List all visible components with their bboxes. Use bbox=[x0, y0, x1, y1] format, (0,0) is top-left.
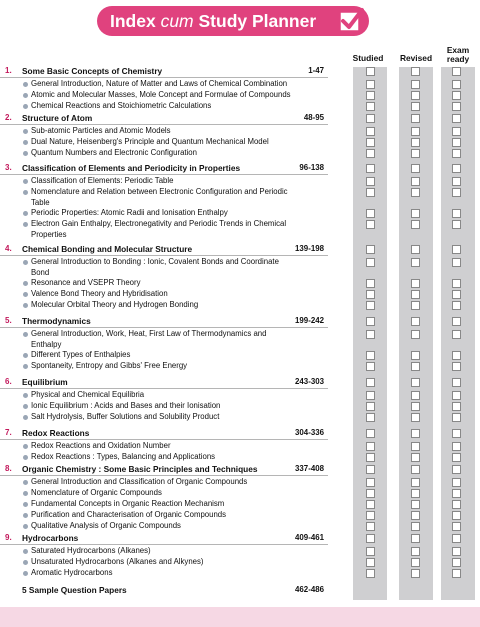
topic-item: Salt Hydrolysis, Buffer Solutions and Solubility Product bbox=[31, 412, 220, 421]
chapter-1-exam-ready-checkbox[interactable] bbox=[452, 67, 461, 76]
bullet-icon bbox=[23, 491, 28, 496]
chapter-4-topic-4-exam-ready-checkbox[interactable] bbox=[452, 301, 461, 310]
topic-item: Periodic Properties: Atomic Radii and Ionisation Enthalpy bbox=[31, 208, 228, 217]
topic-item: Spontaneity, Entropy and Gibbs' Free Energy bbox=[31, 361, 188, 370]
topic-item: Classification of Elements: Periodic Table bbox=[31, 176, 174, 185]
chapter-title: Structure of Atom bbox=[22, 113, 93, 123]
chapter-2-topic-2-exam-ready-checkbox[interactable] bbox=[452, 138, 461, 147]
bullet-icon bbox=[23, 129, 28, 134]
bullet-icon bbox=[23, 260, 28, 265]
chapter-9-topic-1-exam-ready-checkbox[interactable] bbox=[452, 547, 461, 556]
chapter-pages: 1-47 bbox=[308, 66, 324, 75]
chapter-3-topic-1-exam-ready-checkbox[interactable] bbox=[452, 177, 461, 186]
chapter-4-topic-2-revised-checkbox[interactable] bbox=[411, 279, 420, 288]
chapter-4-topic-4-revised-checkbox[interactable] bbox=[411, 301, 420, 310]
chapter-2-topic-1-revised-checkbox[interactable] bbox=[411, 127, 420, 136]
topic-item: Qualitative Analysis of Organic Compounds bbox=[31, 521, 181, 530]
chapter-8-exam-ready-checkbox[interactable] bbox=[452, 465, 461, 474]
chapter-7-topic-2-studied-checkbox[interactable] bbox=[366, 453, 375, 462]
topic-item: Physical and Chemical Equilibria bbox=[31, 390, 145, 399]
chapter-8-topic-4-studied-checkbox[interactable] bbox=[366, 511, 375, 520]
chapter-5-topic-1-revised-checkbox[interactable] bbox=[411, 330, 420, 339]
bullet-icon bbox=[23, 513, 28, 518]
topic-item: Purification and Characterisation of Organic Compounds bbox=[31, 510, 227, 519]
chapter-8-topic-2-exam-ready-checkbox[interactable] bbox=[452, 489, 461, 498]
chapter-9-topic-1-studied-checkbox[interactable] bbox=[366, 547, 375, 556]
chapter-pages: 337-408 bbox=[295, 464, 324, 473]
chapter-3-topic-1-revised-checkbox[interactable] bbox=[411, 177, 420, 186]
chapter-9-topic-3-studied-checkbox[interactable] bbox=[366, 569, 375, 578]
bullet-icon bbox=[23, 281, 28, 286]
chapter-7-topic-1-revised-checkbox[interactable] bbox=[411, 442, 420, 451]
chapter-1-topic-1-studied-checkbox[interactable] bbox=[366, 80, 375, 89]
chapter-divider bbox=[0, 327, 328, 328]
topic-item: Saturated Hydrocarbons (Alkanes) bbox=[31, 546, 151, 555]
topic-item: Sub-atomic Particles and Atomic Models bbox=[31, 126, 171, 135]
chapter-4-topic-3-studied-checkbox[interactable] bbox=[366, 290, 375, 299]
topic-item: General Introduction, Work, Heat, First Law of Thermodynamics and Enthalpy bbox=[31, 329, 267, 349]
chapter-divider bbox=[0, 544, 328, 545]
chapter-2-topic-3-studied-checkbox[interactable] bbox=[366, 149, 375, 158]
chapter-number: 1. bbox=[5, 66, 12, 75]
chapter-3-revised-checkbox[interactable] bbox=[411, 164, 420, 173]
chapter-6-studied-checkbox[interactable] bbox=[366, 378, 375, 387]
topic-item: Ionic Equilibrium : Acids and Bases and their Ionisation bbox=[31, 401, 221, 410]
chapter-pages: 139-198 bbox=[295, 244, 324, 253]
bullet-icon bbox=[23, 549, 28, 554]
chapter-divider bbox=[0, 439, 328, 440]
chapter-number: 5. bbox=[5, 316, 12, 325]
topic-item: Unsaturated Hydrocarbons (Alkanes and Alkynes) bbox=[31, 557, 204, 566]
chapter-3-topic-3-exam-ready-checkbox[interactable] bbox=[452, 209, 461, 218]
chapter-5-topic-2-studied-checkbox[interactable] bbox=[366, 351, 375, 360]
chapter-5-topic-2-revised-checkbox[interactable] bbox=[411, 351, 420, 360]
chapter-9-topic-3-exam-ready-checkbox[interactable] bbox=[452, 569, 461, 578]
chapter-6-exam-ready-checkbox[interactable] bbox=[452, 378, 461, 387]
chapter-8-topic-3-studied-checkbox[interactable] bbox=[366, 500, 375, 509]
chapter-9-topic-1-revised-checkbox[interactable] bbox=[411, 547, 420, 556]
chapter-6-topic-3-exam-ready-checkbox[interactable] bbox=[452, 413, 461, 422]
chapter-number: 4. bbox=[5, 244, 12, 253]
bullet-icon bbox=[23, 415, 28, 420]
chapter-6-topic-3-studied-checkbox[interactable] bbox=[366, 413, 375, 422]
chapter-1-studied-checkbox[interactable] bbox=[366, 67, 375, 76]
topic-item: Chemical Reactions and Stoichiometric Calculations bbox=[31, 101, 212, 110]
topic-item: Atomic and Molecular Masses, Mole Concept and Formulae of Compounds bbox=[31, 90, 291, 99]
chapter-7-topic-2-revised-checkbox[interactable] bbox=[411, 453, 420, 462]
chapter-title: Hydrocarbons bbox=[22, 533, 79, 543]
chapter-divider bbox=[0, 77, 328, 78]
chapter-2-topic-2-studied-checkbox[interactable] bbox=[366, 138, 375, 147]
chapter-3-topic-4-studied-checkbox[interactable] bbox=[366, 220, 375, 229]
topic-item: Quantum Numbers and Electronic Configuration bbox=[31, 148, 197, 157]
topic-item: Fundamental Concepts in Organic Reaction Mechanism bbox=[31, 499, 225, 508]
chapter-pages: 409-461 bbox=[295, 533, 324, 542]
sample-papers-title: 5 Sample Question Papers bbox=[22, 585, 127, 595]
chapter-pages: 304-336 bbox=[295, 428, 324, 437]
chapter-5-topic-3-studied-checkbox[interactable] bbox=[366, 362, 375, 371]
column-header-exam-ready: Exam ready bbox=[446, 45, 470, 64]
chapter-6-topic-2-revised-checkbox[interactable] bbox=[411, 402, 420, 411]
chapter-number: 2. bbox=[5, 113, 12, 122]
bullet-icon bbox=[23, 571, 28, 576]
chapter-9-studied-checkbox[interactable] bbox=[366, 534, 375, 543]
chapter-1-revised-checkbox[interactable] bbox=[411, 67, 420, 76]
chapter-7-topic-2-exam-ready-checkbox[interactable] bbox=[452, 453, 461, 462]
chapter-6-revised-checkbox[interactable] bbox=[411, 378, 420, 387]
chapter-pages: 243-303 bbox=[295, 377, 324, 386]
bullet-icon bbox=[23, 82, 28, 87]
chapter-1-topic-3-exam-ready-checkbox[interactable] bbox=[452, 102, 461, 111]
chapter-3-topic-2-exam-ready-checkbox[interactable] bbox=[452, 188, 461, 197]
page-title: Index cum Study Planner bbox=[110, 11, 317, 31]
chapter-1-topic-2-studied-checkbox[interactable] bbox=[366, 91, 375, 100]
chapter-pages: 199-242 bbox=[295, 316, 324, 325]
chapter-6-topic-3-revised-checkbox[interactable] bbox=[411, 413, 420, 422]
chapter-1-topic-3-revised-checkbox[interactable] bbox=[411, 102, 420, 111]
topic-item: Different Types of Enthalpies bbox=[31, 350, 131, 359]
chapter-9-topic-2-studied-checkbox[interactable] bbox=[366, 558, 375, 567]
bullet-icon bbox=[23, 353, 28, 358]
chapter-7-topic-1-exam-ready-checkbox[interactable] bbox=[452, 442, 461, 451]
chapter-8-topic-4-exam-ready-checkbox[interactable] bbox=[452, 511, 461, 520]
chapter-8-topic-2-studied-checkbox[interactable] bbox=[366, 489, 375, 498]
chapter-4-topic-1-studied-checkbox[interactable] bbox=[366, 258, 375, 267]
chapter-6-topic-2-exam-ready-checkbox[interactable] bbox=[452, 402, 461, 411]
chapter-2-studied-checkbox[interactable] bbox=[366, 114, 375, 123]
topic-item: Resonance and VSEPR Theory bbox=[31, 278, 141, 287]
bullet-icon bbox=[23, 104, 28, 109]
chapter-8-revised-checkbox[interactable] bbox=[411, 465, 420, 474]
chapter-9-topic-3-revised-checkbox[interactable] bbox=[411, 569, 420, 578]
sample-papers-pages: 462-486 bbox=[295, 585, 324, 594]
chapter-number: 6. bbox=[5, 377, 12, 386]
chapter-2-topic-2-revised-checkbox[interactable] bbox=[411, 138, 420, 147]
chapter-4-revised-checkbox[interactable] bbox=[411, 245, 420, 254]
chapter-4-topic-3-exam-ready-checkbox[interactable] bbox=[452, 290, 461, 299]
chapter-8-topic-1-exam-ready-checkbox[interactable] bbox=[452, 478, 461, 487]
bullet-icon bbox=[23, 303, 28, 308]
bullet-icon bbox=[23, 404, 28, 409]
chapter-7-revised-checkbox[interactable] bbox=[411, 429, 420, 438]
chapter-4-topic-1-revised-checkbox[interactable] bbox=[411, 258, 420, 267]
chapter-9-revised-checkbox[interactable] bbox=[411, 534, 420, 543]
chapter-title: Classification of Elements and Periodicity in Properties bbox=[22, 163, 241, 173]
topic-item: Aromatic Hydrocarbons bbox=[31, 568, 113, 577]
chapter-4-topic-4-studied-checkbox[interactable] bbox=[366, 301, 375, 310]
chapter-2-revised-checkbox[interactable] bbox=[411, 114, 420, 123]
chapter-5-topic-2-exam-ready-checkbox[interactable] bbox=[452, 351, 461, 360]
bullet-icon bbox=[23, 179, 28, 184]
bullet-icon bbox=[23, 332, 28, 337]
topic-item: Dual Nature, Heisenberg's Principle and Quantum Mechanical Model bbox=[31, 137, 269, 146]
chapter-title: Chemical Bonding and Molecular Structure bbox=[22, 244, 193, 254]
chapter-8-topic-4-revised-checkbox[interactable] bbox=[411, 511, 420, 520]
column-header-revised: Revised bbox=[399, 53, 433, 63]
chapter-4-topic-1-exam-ready-checkbox[interactable] bbox=[452, 258, 461, 267]
bullet-icon bbox=[23, 455, 28, 460]
chapter-7-studied-checkbox[interactable] bbox=[366, 429, 375, 438]
bullet-icon bbox=[23, 364, 28, 369]
chapter-3-exam-ready-checkbox[interactable] bbox=[452, 164, 461, 173]
chapter-pages: 48-95 bbox=[303, 113, 324, 122]
topic-item: Nomenclature of Organic Compounds bbox=[31, 488, 162, 497]
chapter-8-topic-2-revised-checkbox[interactable] bbox=[411, 489, 420, 498]
chapter-title: Thermodynamics bbox=[22, 316, 91, 326]
chapter-4-topic-2-exam-ready-checkbox[interactable] bbox=[452, 279, 461, 288]
chapter-7-topic-1-studied-checkbox[interactable] bbox=[366, 442, 375, 451]
chapter-3-topic-4-exam-ready-checkbox[interactable] bbox=[452, 220, 461, 229]
bullet-icon bbox=[23, 444, 28, 449]
chapter-1-topic-3-studied-checkbox[interactable] bbox=[366, 102, 375, 111]
chapter-3-topic-3-studied-checkbox[interactable] bbox=[366, 209, 375, 218]
column-header-studied: Studied bbox=[352, 53, 384, 63]
chapter-8-topic-1-revised-checkbox[interactable] bbox=[411, 478, 420, 487]
chapter-9-topic-2-revised-checkbox[interactable] bbox=[411, 558, 420, 567]
chapter-4-topic-3-revised-checkbox[interactable] bbox=[411, 290, 420, 299]
chapter-3-studied-checkbox[interactable] bbox=[366, 164, 375, 173]
chapter-number: 7. bbox=[5, 428, 12, 437]
chapter-7-exam-ready-checkbox[interactable] bbox=[452, 429, 461, 438]
chapter-8-topic-3-exam-ready-checkbox[interactable] bbox=[452, 500, 461, 509]
topic-item: Electron Gain Enthalpy, Electronegativity and Periodic Trends in Chemical Properties bbox=[31, 219, 287, 239]
chapter-2-topic-1-exam-ready-checkbox[interactable] bbox=[452, 127, 461, 136]
bullet-icon bbox=[23, 480, 28, 485]
chapter-2-topic-3-revised-checkbox[interactable] bbox=[411, 149, 420, 158]
topic-item: General Introduction to Bonding : Ionic, Covalent Bonds and Coordinate Bond bbox=[31, 257, 279, 277]
chapter-1-topic-2-exam-ready-checkbox[interactable] bbox=[452, 91, 461, 100]
topic-item: General Introduction and Classification of Organic Compounds bbox=[31, 477, 248, 486]
chapter-title: Equilibrium bbox=[22, 377, 68, 387]
checkbox-tick-icon bbox=[338, 7, 364, 33]
bullet-icon bbox=[23, 190, 28, 195]
chapter-divider bbox=[0, 124, 328, 125]
bullet-icon bbox=[23, 140, 28, 145]
chapter-1-topic-2-revised-checkbox[interactable] bbox=[411, 91, 420, 100]
chapter-8-topic-3-revised-checkbox[interactable] bbox=[411, 500, 420, 509]
chapter-divider bbox=[0, 174, 328, 175]
chapter-1-topic-1-exam-ready-checkbox[interactable] bbox=[452, 80, 461, 89]
chapter-5-topic-1-exam-ready-checkbox[interactable] bbox=[452, 330, 461, 339]
chapter-8-topic-1-studied-checkbox[interactable] bbox=[366, 478, 375, 487]
chapter-3-topic-3-revised-checkbox[interactable] bbox=[411, 209, 420, 218]
chapter-9-topic-2-exam-ready-checkbox[interactable] bbox=[452, 558, 461, 567]
chapter-6-topic-1-studied-checkbox[interactable] bbox=[366, 391, 375, 400]
topic-item: Valence Bond Theory and Hybridisation bbox=[31, 289, 168, 298]
chapter-3-topic-4-revised-checkbox[interactable] bbox=[411, 220, 420, 229]
bullet-icon bbox=[23, 93, 28, 98]
bullet-icon bbox=[23, 222, 28, 227]
chapter-6-topic-1-revised-checkbox[interactable] bbox=[411, 391, 420, 400]
chapter-9-exam-ready-checkbox[interactable] bbox=[452, 534, 461, 543]
chapter-title: Redox Reactions bbox=[22, 428, 90, 438]
bullet-icon bbox=[23, 393, 28, 398]
chapter-1-topic-1-revised-checkbox[interactable] bbox=[411, 80, 420, 89]
chapter-5-topic-1-studied-checkbox[interactable] bbox=[366, 330, 375, 339]
chapter-divider bbox=[0, 475, 328, 476]
bullet-icon bbox=[23, 211, 28, 216]
chapter-4-topic-2-studied-checkbox[interactable] bbox=[366, 279, 375, 288]
footer-band bbox=[0, 607, 480, 627]
chapter-6-topic-2-studied-checkbox[interactable] bbox=[366, 402, 375, 411]
chapter-2-topic-3-exam-ready-checkbox[interactable] bbox=[452, 149, 461, 158]
chapter-5-topic-3-exam-ready-checkbox[interactable] bbox=[452, 362, 461, 371]
bullet-icon bbox=[23, 560, 28, 565]
chapter-3-topic-1-studied-checkbox[interactable] bbox=[366, 177, 375, 186]
chapter-8-topic-5-exam-ready-checkbox[interactable] bbox=[452, 522, 461, 531]
chapter-5-revised-checkbox[interactable] bbox=[411, 317, 420, 326]
chapter-4-exam-ready-checkbox[interactable] bbox=[452, 245, 461, 254]
chapter-number: 8. bbox=[5, 464, 12, 473]
chapter-divider bbox=[0, 388, 328, 389]
chapter-4-studied-checkbox[interactable] bbox=[366, 245, 375, 254]
chapter-number: 9. bbox=[5, 533, 12, 542]
chapter-divider bbox=[0, 255, 328, 256]
chapter-5-exam-ready-checkbox[interactable] bbox=[452, 317, 461, 326]
chapter-title: Organic Chemistry : Some Basic Principles and Techniques bbox=[22, 464, 258, 474]
bullet-icon bbox=[23, 524, 28, 529]
topic-item: Nomenclature and Relation between Electronic Configuration and Periodic Table bbox=[31, 187, 288, 207]
bullet-icon bbox=[23, 151, 28, 156]
bullet-icon bbox=[23, 502, 28, 507]
chapter-2-topic-1-studied-checkbox[interactable] bbox=[366, 127, 375, 136]
topic-item: Molecular Orbital Theory and Hydrogen Bonding bbox=[31, 300, 199, 309]
chapter-8-studied-checkbox[interactable] bbox=[366, 465, 375, 474]
chapter-8-topic-5-revised-checkbox[interactable] bbox=[411, 522, 420, 531]
chapter-title: Some Basic Concepts of Chemistry bbox=[22, 66, 163, 76]
chapter-3-topic-2-studied-checkbox[interactable] bbox=[366, 188, 375, 197]
chapter-5-topic-3-revised-checkbox[interactable] bbox=[411, 362, 420, 371]
chapter-6-topic-1-exam-ready-checkbox[interactable] bbox=[452, 391, 461, 400]
topic-item: Redox Reactions and Oxidation Number bbox=[31, 441, 171, 450]
chapter-2-exam-ready-checkbox[interactable] bbox=[452, 114, 461, 123]
bullet-icon bbox=[23, 292, 28, 297]
topic-item: General Introduction, Nature of Matter and Laws of Chemical Combination bbox=[31, 79, 288, 88]
chapter-number: 3. bbox=[5, 163, 12, 172]
chapter-8-topic-5-studied-checkbox[interactable] bbox=[366, 522, 375, 531]
chapter-3-topic-2-revised-checkbox[interactable] bbox=[411, 188, 420, 197]
chapter-pages: 96-138 bbox=[299, 163, 324, 172]
topic-item: Redox Reactions : Types, Balancing and Applications bbox=[31, 452, 216, 461]
chapter-5-studied-checkbox[interactable] bbox=[366, 317, 375, 326]
